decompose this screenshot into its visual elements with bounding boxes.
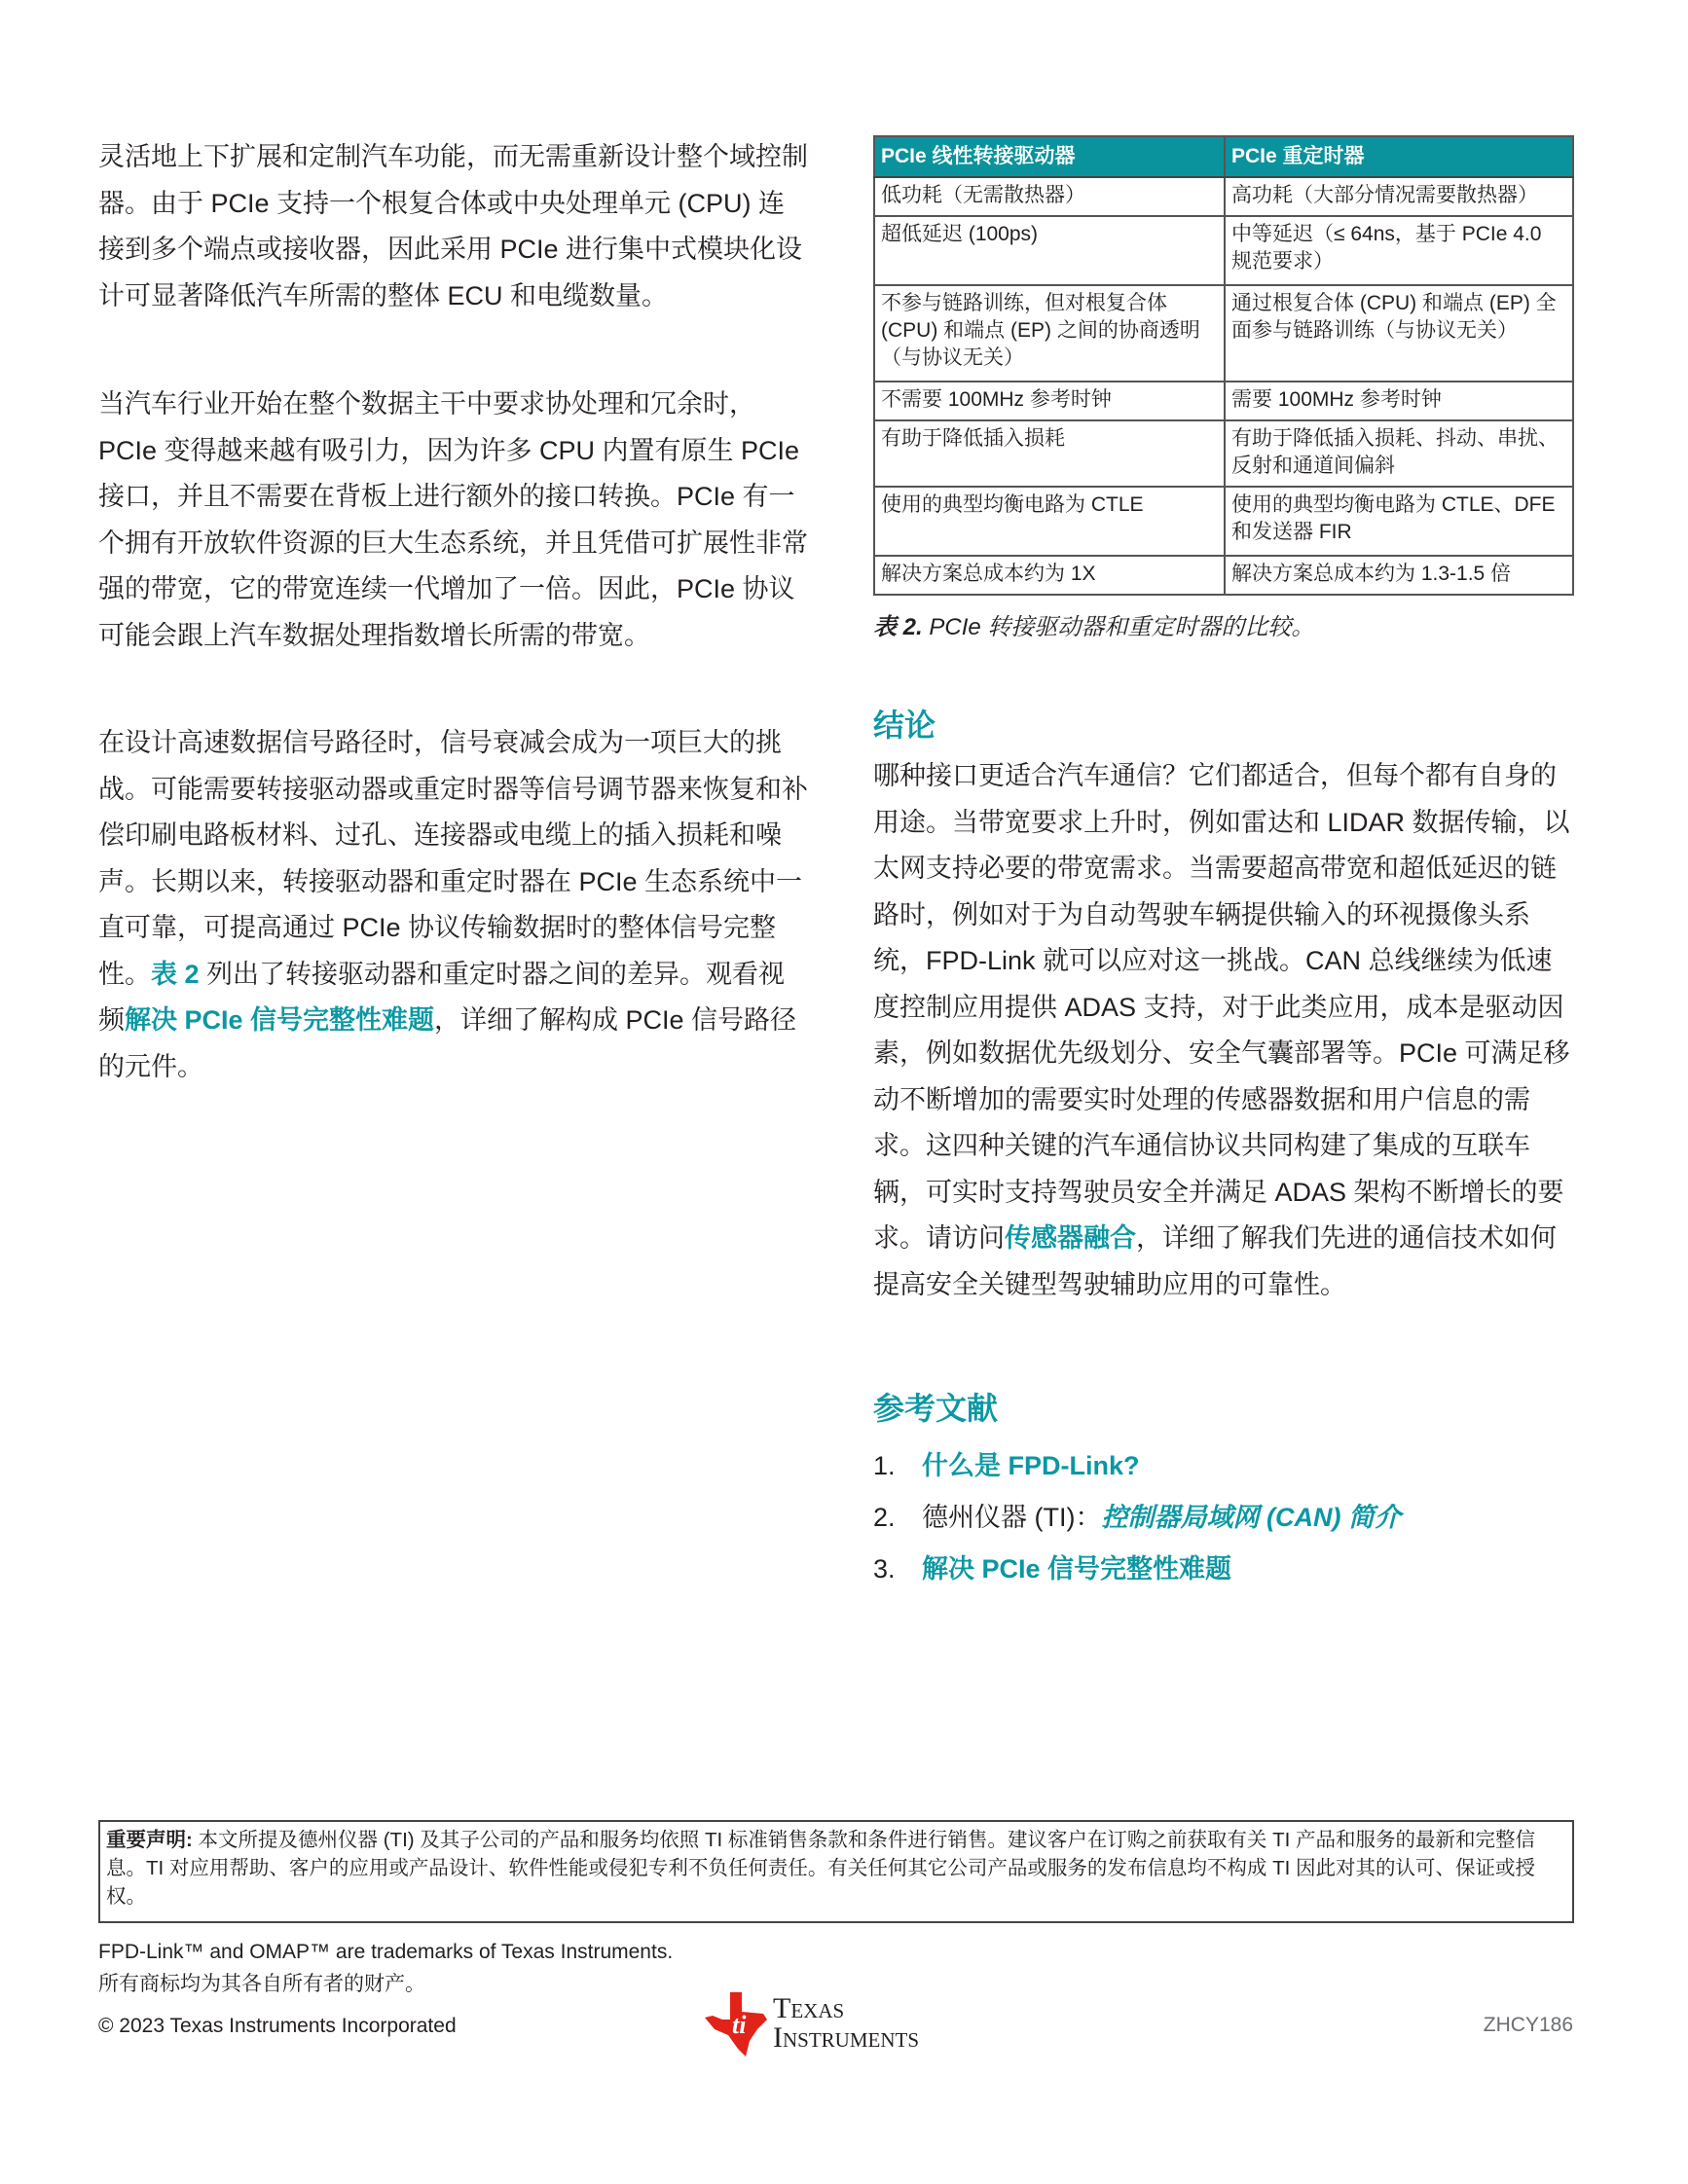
document-id: ZHCY186 [1483, 2014, 1573, 2036]
svg-text:ti: ti [732, 2011, 747, 2039]
table-row [874, 177, 1573, 216]
can-reference-link[interactable]: 控制器局域网 (CAN) 简介 [1101, 1503, 1401, 1532]
ref-number: 2. [873, 1503, 896, 1532]
paragraph-pcie-adoption: 当汽车行业开始在整个数据主干中要求协处理和冗余时，PCIe 变得越来越有吸引力，因为许多 CPU 内置有原生 PCIe 接口，并且不需要在背板上进行额外的接口转换。PCIe 有一个拥有开放软件资源的巨大生态系统，并且凭借可扩展性非常强的带宽，它的带宽连续一代增加了一倍。因此，PCIe 协议可能会跟上汽车数据处理指数增长所需的带宽。 [98, 389, 808, 650]
references-heading: 参考文献 [873, 1391, 999, 1426]
cell: 解决方案总成本约为 1X [874, 556, 1225, 595]
ref-number: 1. [873, 1451, 896, 1480]
text: 列出了转接驱动器和重定时器之间的差异。观看视频 [98, 959, 786, 1035]
sensor-fusion-link[interactable]: 传感器融合 [1005, 1223, 1136, 1253]
cell: 中等延迟（≤ 64ns，基于 PCIe 4.0 规范要求） [1225, 216, 1573, 285]
text: ，详细了解我们先进的通信技术如何提高安全关键型驾驶辅助应用的可靠性。 [873, 1223, 1557, 1299]
notice-text: 本文所提及德州仪器 (TI) 及其子公司的产品和服务均依照 TI 标准销售条款和条件进行销售。建议客户在订购之前获取有关 TI 产品和服务的最新和完整信息。TI 对应用帮助、客户的应用或产品设计、软件性能或侵犯专利不负任何责任。有关任何其它公司产品或服务的发布信息均不构成 TI 因此对其的认可、保证或授权。 [106, 1829, 1536, 1908]
cell: 有助于降低插入损耗 [874, 420, 1225, 487]
table-row [874, 285, 1573, 382]
logo-text-instruments: Instruments [773, 2021, 920, 2054]
ti-logo [703, 1990, 975, 2060]
table-caption [873, 607, 1314, 641]
texas-state-icon [703, 1990, 771, 2058]
fpd-link-reference-link[interactable]: 什么是 FPD-Link? [922, 1451, 1140, 1480]
table-row [874, 216, 1573, 285]
trademarks: FPD-Link™ and OMAP™ are trademarks of Texas Instruments. [98, 1941, 674, 1963]
cell: 使用的典型均衡电路为 CTLE、DFE 和发送器 FIR [1225, 487, 1573, 556]
cell: 需要 100MHz 参考时钟 [1225, 382, 1573, 420]
cell: 不需要 100MHz 参考时钟 [874, 382, 1225, 420]
video-link[interactable]: 解决 PCIe 信号完整性难题 [125, 1005, 435, 1035]
table-row [874, 556, 1573, 595]
text: 哪种接口更适合汽车通信？它们都适合，但每个都有自身的用途。当带宽要求上升时，例如雷达和 LIDAR 数据传输，以太网支持必要的带宽需求。当需要超高带宽和超低延迟的链路时，例如对于为自动驾驶车辆提供输入的环视摄像头系统，FPD-Link 就可以应对这一挑战。CAN 总线继续为低速度控制应用提供 ADAS 支持，对于此类应用，成本是驱动因素，例如数据优先级划分、安全气囊部署等。PCIe 可满足移动不断增加的需要实时处理的传感器数据和用户信息的需求。这四种关键的汽车通信协议共同构建了集成的互联车辆，可实时支持驾驶员安全并满足 ADAS 架构不断增长的要求。请访问 [873, 761, 1570, 1253]
caption-text: PCIe 转接驱动器和重定时器的比较。 [922, 614, 1315, 640]
notice-label: 重要声明: [106, 1829, 193, 1851]
cell: 超低延迟 (100ps) [874, 216, 1225, 285]
text: ，详细了解构成 PCIe 信号路径的元件。 [98, 1005, 797, 1081]
table-row [874, 420, 1573, 487]
important-notice [98, 1820, 1574, 1923]
ref-prefix: 德州仪器 (TI)： [922, 1503, 1102, 1532]
paragraph-intro: 灵活地上下扩展和定制汽车功能，而无需重新设计整个域控制器。由于 PCIe 支持一个根复合体或中央处理单元 (CPU) 连接到多个端点或接收器，因此采用 PCIe 进行集中式模块化设计可显著降低汽车所需的整体 ECU 和电缆数量。 [98, 142, 808, 310]
reference-item [873, 1547, 1231, 1585]
table-row [874, 487, 1573, 556]
paragraph-conclusion [873, 753, 1576, 1308]
table-row [874, 382, 1573, 420]
table-2-link[interactable]: 表 2 [151, 959, 200, 989]
text: 在设计高速数据信号路径时，信号衰减会成为一项巨大的挑战。可能需要转接驱动器或重定时器等信号调节器来恢复和补偿印刷电路板材料、过孔、连接器或电缆上的插入损耗和噪声。长期以来，转接驱动器和重定时器在 PCIe 生态系统中一直可靠，可提高通过 PCIe 协议传输数据时的整体信号完整性。 [98, 728, 808, 989]
cell: 高功耗（大部分情况需要散热器） [1225, 177, 1573, 216]
cell: 使用的典型均衡电路为 CTLE [874, 487, 1225, 556]
paragraph-signal-integrity [98, 720, 809, 1090]
cell: 低功耗（无需散热器） [874, 177, 1225, 216]
cell: 通过根复合体 (CPU) 和端点 (EP) 全面参与链路训练（与协议无关） [1225, 285, 1573, 382]
cell: 不参与链路训练，但对根复合体 (CPU) 和端点 (EP) 之间的协商透明（与协议无关） [874, 285, 1225, 382]
ref-number: 3. [873, 1554, 896, 1583]
logo-text-texas: Texas [773, 1992, 845, 2024]
copyright: © 2023 Texas Instruments Incorporated [98, 2015, 457, 2037]
conclusion-heading: 结论 [873, 708, 936, 743]
trademarks-cn: 所有商标均为其各自所有者的财产。 [98, 1973, 425, 1995]
header-retimer: PCIe 重定时器 [1225, 136, 1573, 177]
comparison-table [873, 135, 1574, 596]
table-header-row [874, 136, 1573, 177]
reference-item [873, 1496, 1401, 1534]
header-redriver: PCIe 线性转接驱动器 [874, 136, 1225, 177]
reference-item [873, 1444, 1140, 1482]
cell: 解决方案总成本约为 1.3-1.5 倍 [1225, 556, 1573, 595]
pcie-reference-link[interactable]: 解决 PCIe 信号完整性难题 [922, 1554, 1232, 1583]
caption-label: 表 2. [873, 614, 923, 640]
cell: 有助于降低插入损耗、抖动、串扰、反射和通道间偏斜 [1225, 420, 1573, 487]
